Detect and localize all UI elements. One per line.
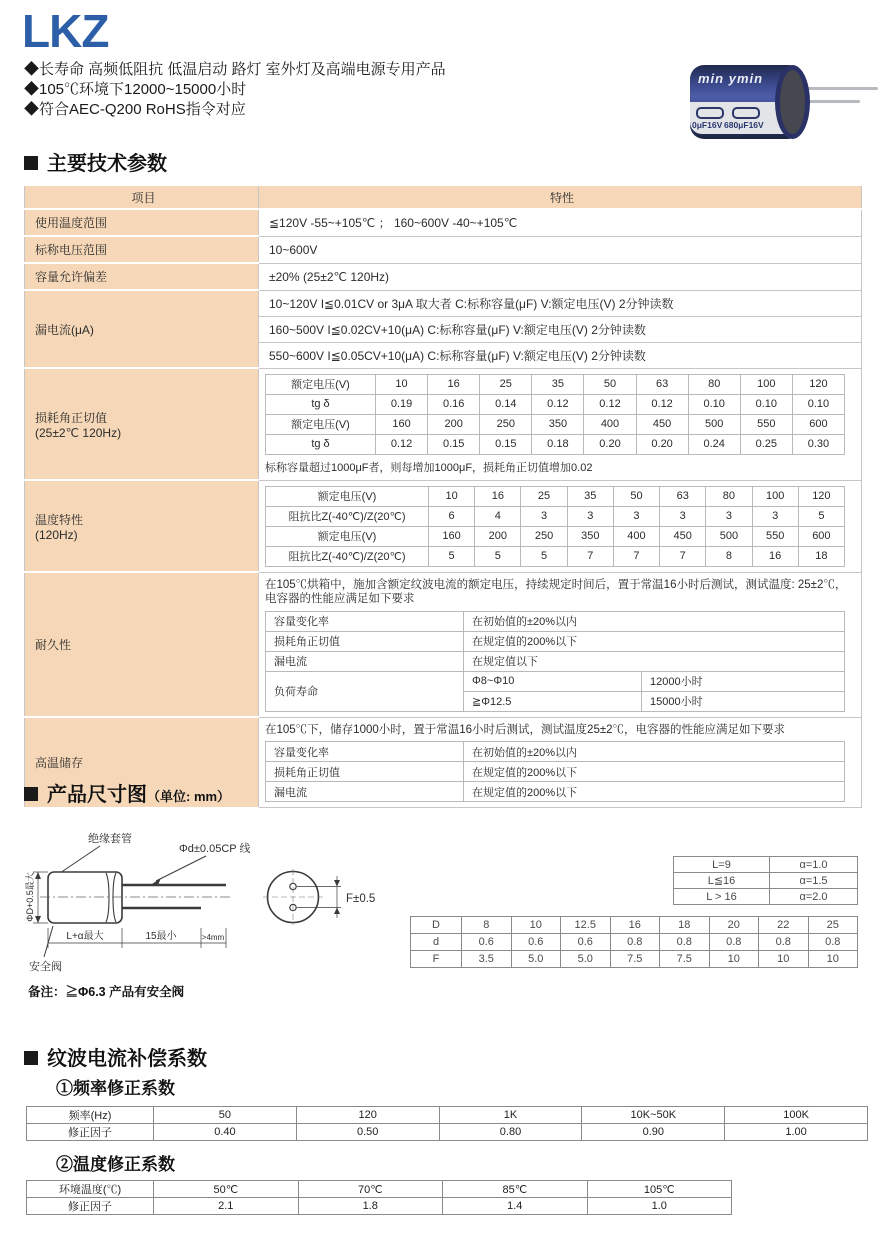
row-value: 160~500V I≦0.02CV+10(μA) C:标称容量(μF) V:额定电压(V) 2分钟读数 [259, 316, 862, 342]
capacitor-photo [678, 56, 883, 160]
voltage-cell: 80 [706, 486, 752, 506]
series-logo: LKZ [22, 5, 109, 57]
frequency-value: 10K~50K [582, 1107, 725, 1124]
row-label: 使用温度范围 [25, 209, 259, 236]
pitch-value: 5.0 [511, 951, 561, 968]
impedance-cell: 3 [521, 506, 567, 526]
voltage-cell: 500 [706, 526, 752, 546]
factor-value: 1.8 [298, 1198, 443, 1215]
pitch-value: 10 [759, 951, 809, 968]
lead-dia-value: 0.8 [759, 934, 809, 951]
row-label-line1: 温度特性 [35, 512, 84, 527]
alpha-value: α=1.5 [770, 873, 858, 889]
row-header-d: d [411, 934, 462, 951]
voltage-cell: 550 [740, 414, 792, 434]
factor-value: 0.90 [582, 1124, 725, 1141]
dimension-drawing [16, 812, 436, 1008]
factor-value: 0.50 [296, 1124, 439, 1141]
voltage-cell: 600 [798, 526, 844, 546]
body-length-label: L+α最大 [66, 931, 104, 942]
frequency-correction-table [26, 1106, 868, 1141]
feature-item: ◆符合AEC-Q200 RoHS指令对应 [24, 101, 246, 118]
nested-row-header: 额定电压(V) [266, 414, 376, 434]
voltage-cell: 160 [376, 414, 428, 434]
row-label-line1: 损耗角正切值 [35, 410, 108, 425]
row-value [259, 572, 862, 717]
table-row [25, 263, 862, 290]
row-value: 10~120V I≦0.01CV or 3μA 取大者 C:标称容量(μF) V:额定电压(V) 2分钟读数 [259, 290, 862, 316]
row-value: ±20% (25±2℃ 120Hz) [259, 263, 862, 290]
lead-dia-value: 0.8 [709, 934, 759, 951]
capacitor-end-face [775, 65, 810, 139]
row-label: 漏电流(μA) [25, 290, 259, 368]
tand-cell: 0.12 [376, 434, 428, 454]
lead-tip-label: >4mm [201, 933, 225, 942]
temperature-value: 105℃ [587, 1181, 732, 1198]
impedance-cell: 3 [752, 506, 798, 526]
size-range: Φ8~Φ10 [464, 671, 642, 691]
tand-cell: 0.18 [532, 434, 584, 454]
nested-row-header: 阻抗比Z(-40℃)/Z(20℃) [266, 506, 429, 526]
criteria-value: 在规定值以下 [464, 651, 845, 671]
impedance-cell: 6 [429, 506, 475, 526]
voltage-cell: 550 [752, 526, 798, 546]
criteria-label: 损耗角正切值 [266, 762, 464, 782]
impedance-cell: 3 [613, 506, 659, 526]
section-title-text: 纹波电流补偿系数 [47, 1048, 207, 1070]
voltage-cell: 63 [660, 486, 706, 506]
criteria-label: 漏电流 [266, 651, 464, 671]
impedance-cell: 7 [613, 546, 659, 566]
pitch-value: 3.5 [462, 951, 512, 968]
voltage-cell: 50 [613, 486, 659, 506]
tand-cell: 0.20 [584, 434, 636, 454]
impedance-cell: 16 [752, 546, 798, 566]
row-header: 环境温度(℃) [27, 1181, 154, 1198]
tand-cell: 0.16 [428, 394, 480, 414]
criteria-label: 损耗角正切值 [266, 631, 464, 651]
voltage-cell: 160 [429, 526, 475, 546]
voltage-cell: 100 [740, 374, 792, 394]
impedance-cell: 3 [660, 506, 706, 526]
voltage-cell: 35 [567, 486, 613, 506]
pitch-value: 7.5 [610, 951, 660, 968]
row-value: ≦120V -55~+105℃ ； 160~600V -40~+105℃ [259, 209, 862, 236]
lead-label: Φd±0.05CP 线 [179, 843, 251, 855]
impedance-cell: 4 [475, 506, 521, 526]
table-row [25, 236, 862, 263]
storage-intro: 在105℃下，储存1000小时，置于常温16小时后测试，测试温度25±2℃，电容器的性能应满足如下要求 [265, 723, 786, 736]
voltage-cell: 25 [480, 374, 532, 394]
tand-note: 标称容量超过1000μF者，则每增加1000μF，损耗角正切值增加0.02 [265, 461, 593, 474]
section-title-dimensions [24, 778, 230, 807]
temperature-value: 85℃ [443, 1181, 588, 1198]
voltage-cell: 25 [521, 486, 567, 506]
factor-value: 0.40 [154, 1124, 297, 1141]
voltage-cell: 450 [636, 414, 688, 434]
table-row [25, 572, 862, 717]
tand-table [265, 374, 845, 455]
tech-params-table [24, 184, 862, 809]
voltage-cell: 120 [792, 374, 844, 394]
feature-item: ◆105℃环境下12000~15000小时 [24, 81, 247, 98]
frequency-value: 120 [296, 1107, 439, 1124]
impedance-cell: 18 [798, 546, 844, 566]
voltage-cell: 500 [688, 414, 740, 434]
capacitor-lead [800, 87, 878, 90]
voltage-cell: 120 [798, 486, 844, 506]
diameter-label: ΦD+0.5最大 [25, 872, 35, 922]
voltage-cell: 450 [660, 526, 706, 546]
diameter-value: 25 [808, 917, 858, 934]
feature-list [24, 60, 446, 120]
pitch-value: 10 [709, 951, 759, 968]
table-row [266, 506, 845, 526]
row-label: 耐久性 [25, 572, 259, 717]
lead-dia-value: 0.8 [660, 934, 710, 951]
tand-cell: 0.15 [428, 434, 480, 454]
table-row [674, 873, 858, 889]
section-title-text: 主要技术参数 [47, 153, 167, 175]
row-label [25, 368, 259, 480]
factor-value: 0.80 [439, 1124, 582, 1141]
pitch-value: 7.5 [660, 951, 710, 968]
tand-cell: 0.12 [584, 394, 636, 414]
table-row [266, 394, 845, 414]
sleeve-label: 绝缘套管 [88, 833, 132, 845]
nested-row-header: tg δ [266, 394, 376, 414]
voltage-cell: 200 [428, 414, 480, 434]
table-row [25, 209, 862, 236]
alpha-value: α=1.0 [770, 857, 858, 873]
criteria-label: 漏电流 [266, 782, 464, 802]
row-label [25, 480, 259, 572]
table-row [266, 782, 845, 802]
feature-item: ◆长寿命 高频低阻抗 低温启动 路灯 室外灯及高端电源专用产品 [24, 61, 446, 78]
l-value: L=9 [674, 857, 770, 873]
table-row [25, 368, 862, 480]
row-header-F: F [411, 951, 462, 968]
unit-label: （单位: mm） [147, 789, 231, 804]
voltage-cell: 350 [532, 414, 584, 434]
dimensions-note: 备注：≧Φ6.3 产品有安全阀 [28, 985, 185, 999]
row-value [259, 717, 862, 808]
row-header: 修正因子 [27, 1124, 154, 1141]
col-header-item: 项目 [25, 185, 259, 209]
table-row [266, 414, 845, 434]
vent-label: 安全阀 [29, 961, 62, 973]
row-label: 高温储存 [25, 717, 259, 808]
voltage-cell: 80 [688, 374, 740, 394]
vent-slot-icon [696, 107, 724, 119]
row-label-line2: (120Hz) [35, 527, 78, 542]
lifetime-value: 12000小时 [642, 671, 845, 691]
table-row [266, 546, 845, 566]
table-row [27, 1181, 732, 1198]
capacitor-top-view [263, 869, 375, 925]
voltage-cell: 600 [792, 414, 844, 434]
criteria-value: 在规定值的200%以下 [464, 782, 845, 802]
section-title-tech-params [24, 147, 167, 176]
impedance-cell: 5 [521, 546, 567, 566]
impedance-cell: 7 [567, 546, 613, 566]
section-title-ripple [24, 1042, 207, 1071]
tand-cell: 0.10 [740, 394, 792, 414]
voltage-cell: 10 [376, 374, 428, 394]
table-header-row [25, 185, 862, 209]
lead-length-label: 15最小 [145, 931, 177, 942]
row-label: 标称电压范围 [25, 236, 259, 263]
endurance-intro: 在105℃烘箱中，施加含额定纹波电流的额定电压，持续规定时间后，置于常温16小时后测试，测试温度: 25±2℃，电容器的性能应满足如下要求 [265, 578, 847, 605]
tand-cell: 0.15 [480, 434, 532, 454]
row-label: 容量允许偏差 [25, 263, 259, 290]
pitch-value: 10 [808, 951, 858, 968]
frequency-value: 50 [154, 1107, 297, 1124]
factor-value: 1.0 [587, 1198, 732, 1215]
table-row [266, 611, 845, 631]
table-row [266, 651, 845, 671]
l-value: L > 16 [674, 889, 770, 905]
nested-row-header: 阻抗比Z(-40℃)/Z(20℃) [266, 546, 429, 566]
alpha-value: α=2.0 [770, 889, 858, 905]
vent-slot-icon [732, 107, 760, 119]
impedance-cell: 3 [706, 506, 752, 526]
tand-cell: 0.20 [636, 434, 688, 454]
pitch-label: F±0.5 [346, 893, 376, 905]
criteria-label: 容量变化率 [266, 611, 464, 631]
diameter-value: 12.5 [561, 917, 611, 934]
frequency-value: 1K [439, 1107, 582, 1124]
voltage-cell: 100 [752, 486, 798, 506]
l-value: L≦16 [674, 873, 770, 889]
nested-row-header: 额定电压(V) [266, 486, 429, 506]
table-row [27, 1107, 868, 1124]
section-marker-icon [24, 156, 38, 170]
impedance-cell: 5 [475, 546, 521, 566]
criteria-label: 容量变化率 [266, 742, 464, 762]
capacitor-brand-text: min ymin [698, 71, 764, 86]
lifetime-value: 15000小时 [642, 691, 845, 711]
diameter-value: 10 [511, 917, 561, 934]
tand-cell: 0.12 [532, 394, 584, 414]
voltage-cell: 250 [521, 526, 567, 546]
nested-row-header: 额定电压(V) [266, 374, 376, 394]
voltage-cell: 10 [429, 486, 475, 506]
frequency-value: 100K [725, 1107, 868, 1124]
capacitor-marking: 0μF16V [692, 120, 723, 130]
tand-cell: 0.24 [688, 434, 740, 454]
endurance-table [265, 611, 845, 712]
table-row [266, 631, 845, 651]
table-row [674, 889, 858, 905]
section-title-text: 产品尺寸图 [47, 784, 147, 806]
table-row [27, 1198, 732, 1215]
row-header: 频率(Hz) [27, 1107, 154, 1124]
table-row [411, 934, 858, 951]
voltage-cell: 63 [636, 374, 688, 394]
lead-dia-value: 0.8 [808, 934, 858, 951]
voltage-cell: 400 [613, 526, 659, 546]
impedance-cell: 3 [567, 506, 613, 526]
storage-table [265, 741, 845, 802]
table-row [27, 1124, 868, 1141]
nested-row-header: 额定电压(V) [266, 526, 429, 546]
tand-cell: 0.14 [480, 394, 532, 414]
size-range: ≧Φ12.5 [464, 691, 642, 711]
table-row [266, 374, 845, 394]
table-row [266, 526, 845, 546]
voltage-cell: 350 [567, 526, 613, 546]
table-row [266, 762, 845, 782]
lead-dia-value: 0.6 [561, 934, 611, 951]
criteria-label: 负荷寿命 [266, 671, 464, 711]
row-value [259, 368, 862, 480]
voltage-cell: 50 [584, 374, 636, 394]
section-marker-icon [24, 787, 38, 801]
impedance-cell: 5 [798, 506, 844, 526]
tand-cell: 0.25 [740, 434, 792, 454]
subsection-temperature: ②温度修正系数 [56, 1155, 175, 1174]
criteria-value: 在初始值的±20%以内 [464, 742, 845, 762]
alpha-table [673, 856, 858, 905]
temp-char-table [265, 486, 845, 567]
factor-value: 2.1 [154, 1198, 299, 1215]
temperature-correction-table [26, 1180, 732, 1215]
nested-row-header: tg δ [266, 434, 376, 454]
subsection-frequency: ①频率修正系数 [56, 1079, 175, 1098]
temperature-value: 70℃ [298, 1181, 443, 1198]
pitch-value: 5.0 [561, 951, 611, 968]
row-header: 修正因子 [27, 1198, 154, 1215]
row-header-D: D [411, 917, 462, 934]
voltage-cell: 200 [475, 526, 521, 546]
lead-dia-value: 0.6 [462, 934, 512, 951]
row-label-line2: (25±2℃ 120Hz) [35, 425, 122, 440]
diameter-value: 20 [709, 917, 759, 934]
voltage-cell: 16 [428, 374, 480, 394]
row-value [259, 480, 862, 572]
col-header-characteristics: 特性 [259, 185, 862, 209]
capacitor-marking: 680μF16V [724, 120, 764, 130]
tand-cell: 0.12 [636, 394, 688, 414]
impedance-cell: 8 [706, 546, 752, 566]
table-row [266, 671, 845, 691]
temperature-value: 50℃ [154, 1181, 299, 1198]
voltage-cell: 400 [584, 414, 636, 434]
table-row [266, 742, 845, 762]
tand-cell: 0.10 [688, 394, 740, 414]
voltage-cell: 250 [480, 414, 532, 434]
lead-dia-value: 0.6 [511, 934, 561, 951]
diameter-value: 8 [462, 917, 512, 934]
dimensions-table [410, 916, 858, 968]
diameter-value: 16 [610, 917, 660, 934]
impedance-cell: 7 [660, 546, 706, 566]
voltage-cell: 16 [475, 486, 521, 506]
lead-dia-value: 0.8 [610, 934, 660, 951]
table-row [25, 480, 862, 572]
factor-value: 1.00 [725, 1124, 868, 1141]
impedance-cell: 5 [429, 546, 475, 566]
voltage-cell: 35 [532, 374, 584, 394]
section-marker-icon [24, 1051, 38, 1065]
criteria-value: 在规定值的200%以下 [464, 631, 845, 651]
factor-value: 1.4 [443, 1198, 588, 1215]
criteria-value: 在初始值的±20%以内 [464, 611, 845, 631]
table-row [266, 486, 845, 506]
table-row [266, 434, 845, 454]
table-row [25, 290, 862, 316]
table-row [411, 917, 858, 934]
capacitor-side-view [24, 831, 250, 973]
tand-cell: 0.30 [792, 434, 844, 454]
tand-cell: 0.10 [792, 394, 844, 414]
table-row [411, 951, 858, 968]
tand-cell: 0.19 [376, 394, 428, 414]
criteria-value: 在规定值的200%以下 [464, 762, 845, 782]
row-value: 10~600V [259, 236, 862, 263]
row-value: 550~600V I≦0.05CV+10(μA) C:标称容量(μF) V:额定电压(V) 2分钟读数 [259, 342, 862, 368]
diameter-value: 18 [660, 917, 710, 934]
diameter-value: 22 [759, 917, 809, 934]
table-row [674, 857, 858, 873]
